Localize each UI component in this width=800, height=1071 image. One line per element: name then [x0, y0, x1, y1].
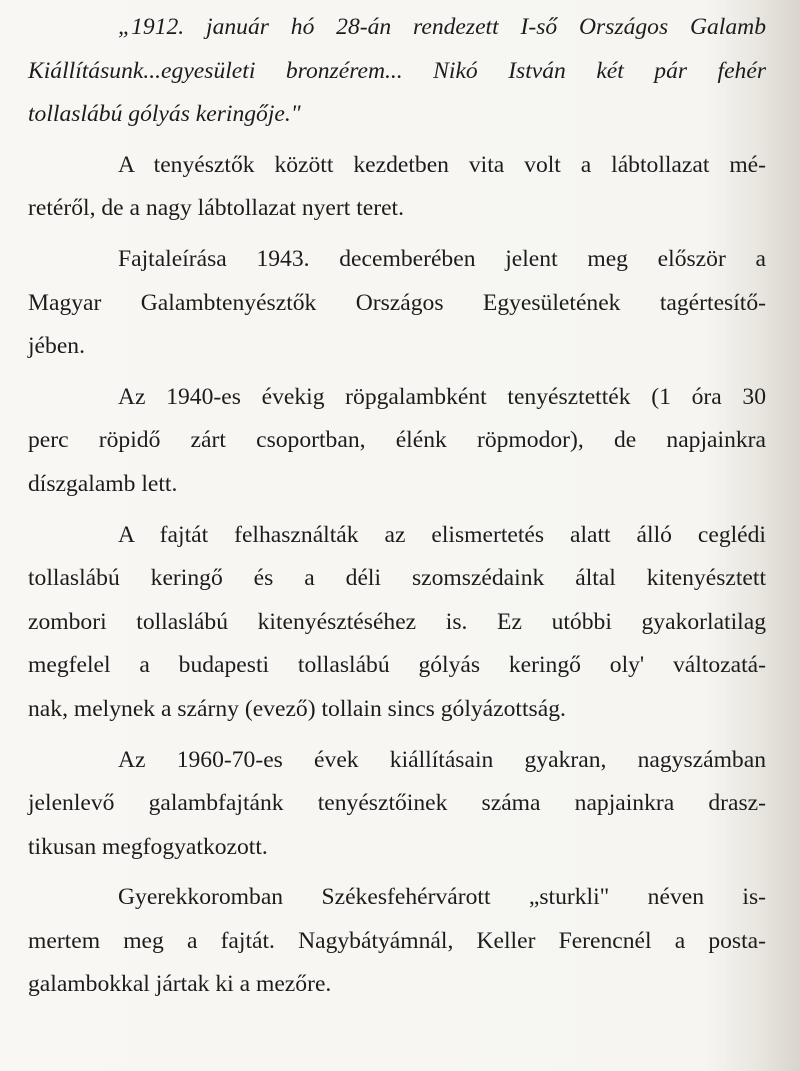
text-line: jében.	[28, 333, 85, 360]
text-line: tollaslábú gólyás keringője."	[28, 101, 301, 128]
text-line: nak, melynek a szárny (evező) tollain sincs gólyázottság.	[28, 695, 566, 722]
text-line: „1912. január hó 28-án rendezett I-ső Országos Galamb	[118, 14, 766, 40]
paragraph	[28, 376, 766, 507]
paragraph	[28, 514, 766, 732]
paragraph	[28, 144, 766, 231]
text-line: Az 1960-70-es évek kiállításain gyakran, nagyszámban	[118, 746, 766, 773]
page-text	[28, 6, 766, 1007]
text-line: Gyerekkoromban Székesfehérvárott „sturkli" néven is-	[118, 884, 766, 911]
text-line: Az 1940-es évekig röpgalambként tenyésztették (1 óra 30	[118, 383, 766, 410]
text-line: zombori tollaslábú kitenyésztéséhez is. Ez utóbbi gyakorlatilag	[28, 608, 766, 635]
text-line: jelenlevő galambfajtánk tenyésztőinek száma napjainkra drasz-	[28, 790, 766, 817]
text-line: tollaslábú keringő és a déli szomszédaink által kitenyésztett	[28, 565, 766, 592]
quote-paragraph	[28, 6, 766, 137]
paragraph	[28, 238, 766, 369]
text-line: megfelel a budapesti tollaslábú gólyás keringő oly' változatá-	[28, 652, 766, 679]
text-line: A fajtát felhasználták az elismertetés alatt álló ceglédi	[118, 521, 766, 548]
paragraph	[28, 739, 766, 870]
text-line: galambokkal jártak ki a mezőre.	[28, 971, 332, 998]
paragraph	[28, 876, 766, 1007]
text-line: díszgalamb lett.	[28, 470, 178, 497]
text-line: A tenyésztők között kezdetben vita volt a lábtollazat mé-	[118, 151, 766, 178]
text-line: Kiállításunk...egyesületi bronzérem... Nikó István két pár fehér	[28, 57, 766, 84]
text-line: retéről, de a nagy lábtollazat nyert teret.	[28, 195, 405, 222]
text-line: Magyar Galambtenyésztők Országos Egyesületének tagértesítő-	[28, 289, 766, 316]
text-line: mertem meg a fajtát. Nagybátyámnál, Keller Ferencnél a posta-	[28, 927, 766, 954]
text-line: tikusan megfogyatkozott.	[28, 833, 268, 860]
text-line: Fajtaleírása 1943. decemberében jelent meg először a	[118, 245, 766, 272]
text-line: perc röpidő zárt csoportban, élénk röpmodor), de napjainkra	[28, 427, 766, 454]
